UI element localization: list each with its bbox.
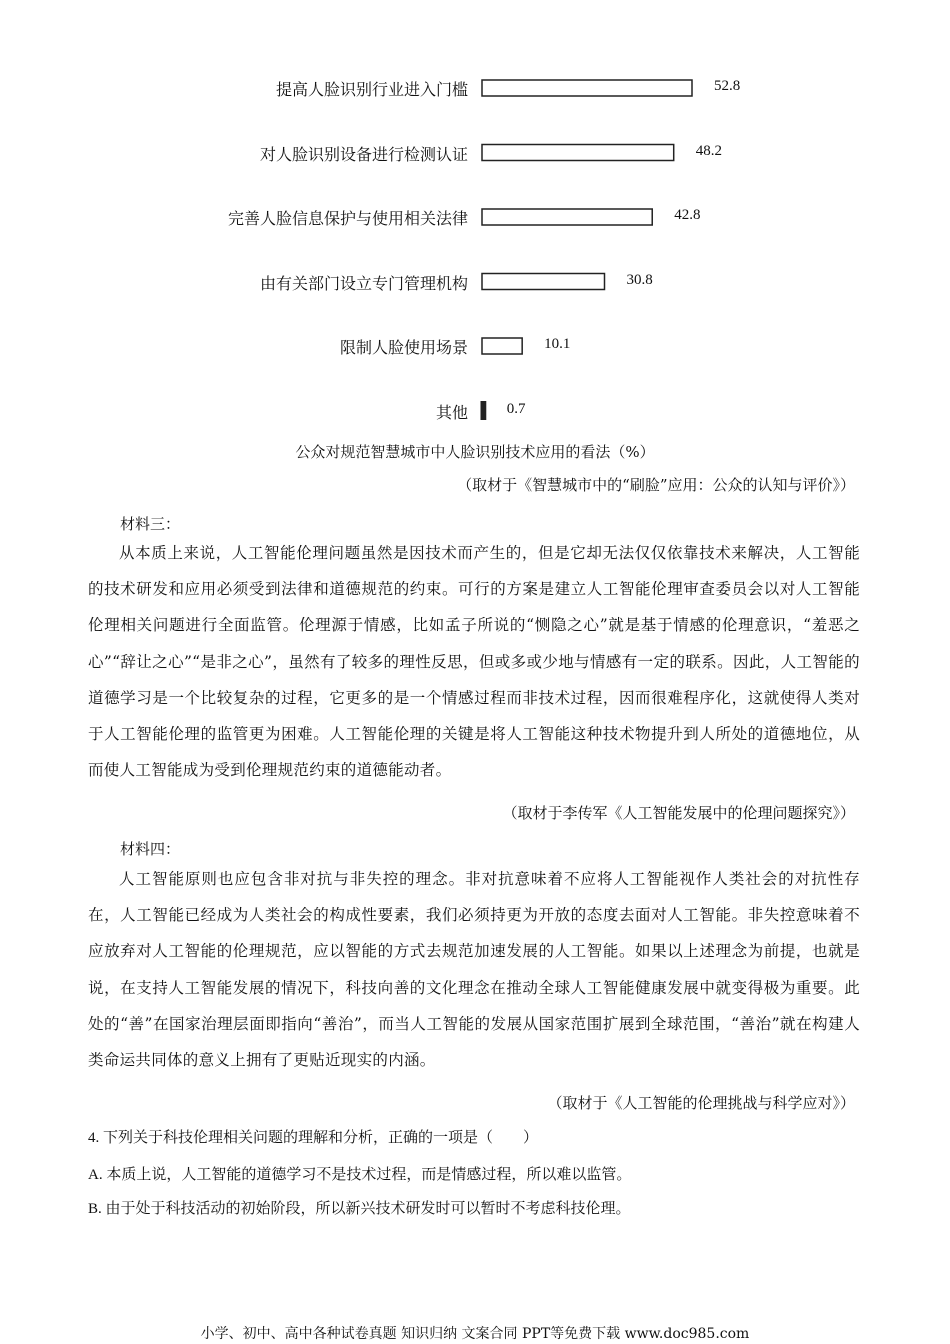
bar-4 bbox=[482, 338, 522, 354]
page-footer: 小学、初中、高中各种试卷真题 知识归纳 文案合同 PPT等免费下载 www.doc985.com bbox=[200, 1326, 750, 1342]
question-stem: 4. 下列关于科技伦理相关问题的理解和分析，正确的一项是（ ） bbox=[88, 1130, 539, 1146]
category-label-4: 限制人脸使用场景 bbox=[339, 338, 468, 357]
opinion-bar-chart bbox=[0, 0, 950, 430]
value-label-1: 48.2 bbox=[695, 142, 722, 159]
category-label-0: 提高人脸识别行业进入门槛 bbox=[275, 80, 468, 99]
category-label-1: 对人脸识别设备进行检测认证 bbox=[259, 144, 468, 164]
chart-source: （取材于《智慧城市中的“刷脸”应用：公众的认知与评价》） bbox=[457, 476, 855, 494]
option-a: A. 本质上说，人工智能的道德学习不是技术过程，而是情感过程，所以难以监管。 bbox=[88, 1167, 632, 1183]
bar-0 bbox=[482, 80, 692, 96]
value-label-5: 0.7 bbox=[506, 400, 526, 417]
value-label-2: 42.8 bbox=[674, 207, 701, 223]
material3-source: （取材于李传军《人工智能发展中的伦理问题探究》） bbox=[502, 804, 855, 822]
material4-paragraph: 人工智能原则也应包含非对抗与非失控的理念。非对抗意味着不应将人工智能视作人类社会的对抗性存在，人工智能已经成为人类社会的构成性要素，我们必须持更为开放的态度去面对人工智能。非失控意味着不应放弃对人工智能的伦理规范，应以智能的方式去规范加速发展的人工智能。如果以上述理念为前提，也就是说，在支持人工智能发展的情况下，科技向善的文化理念在推动全球人工智能健康发展中就变得极为重要。此处的“善”在国家治理层面即指向“善治”，而当人工智能的发展从国家范围扩展到全球范围，“善治”就在构建人类命运共同体的意义上拥有了更贴近现实的内涵。 bbox=[88, 870, 860, 1070]
material4-heading: 材料四： bbox=[120, 840, 181, 858]
category-label-3: 由有关部门设立专门管理机构 bbox=[259, 273, 468, 293]
category-label-5: 其他 bbox=[435, 402, 468, 422]
value-label-3: 30.8 bbox=[626, 271, 653, 288]
bar-1 bbox=[482, 145, 674, 161]
material3-heading: 材料三： bbox=[120, 515, 181, 533]
bar-5 bbox=[482, 403, 485, 419]
value-label-0: 52.8 bbox=[714, 78, 741, 94]
material4-source: （取材于《人工智能的伦理挑战与科学应对》） bbox=[547, 1094, 855, 1112]
material3-paragraph: 从本质上来说，人工智能伦理问题虽然是因技术而产生的，但是它却无法仅仅依靠技术来解决，人工智能的技术研发和应用必须受到法律和道德规范的约束。可行的方案是建立人工智能伦理审查委员会以对人工智能伦理相关问题进行全面监管。伦理源于情感，比如孟子所说的“恻隐之心”就是基于情感的伦理意识，“羞恶之心”“辞让之心”“是非之心”，虽然有了较多的理性反思，但或多或少地与情感有一定的联系。因此，人工智能的道德学习是一个比较复杂的过程，它更多的是一个情感过程而非技术过程，因而很难程序化，这就使得人类对于人工智能伦理的监管更为困难。人工智能伦理的关键是将人工智能这种技术物提升到人所处的道德地位，从而使人工智能成为受到伦理规范约束的道德能动者。 bbox=[88, 544, 860, 780]
bar-2 bbox=[482, 209, 652, 225]
value-label-4: 10.1 bbox=[544, 336, 571, 352]
chart-title: 公众对规范智慧城市中人脸识别技术应用的看法（%） bbox=[295, 443, 655, 461]
bar-3 bbox=[482, 274, 605, 290]
category-label-2: 完善人脸信息保护与使用相关法律 bbox=[227, 209, 468, 228]
option-b: B. 由于处于科技活动的初始阶段，所以新兴技术研发时可以暂时不考虑科技伦理。 bbox=[88, 1201, 631, 1217]
